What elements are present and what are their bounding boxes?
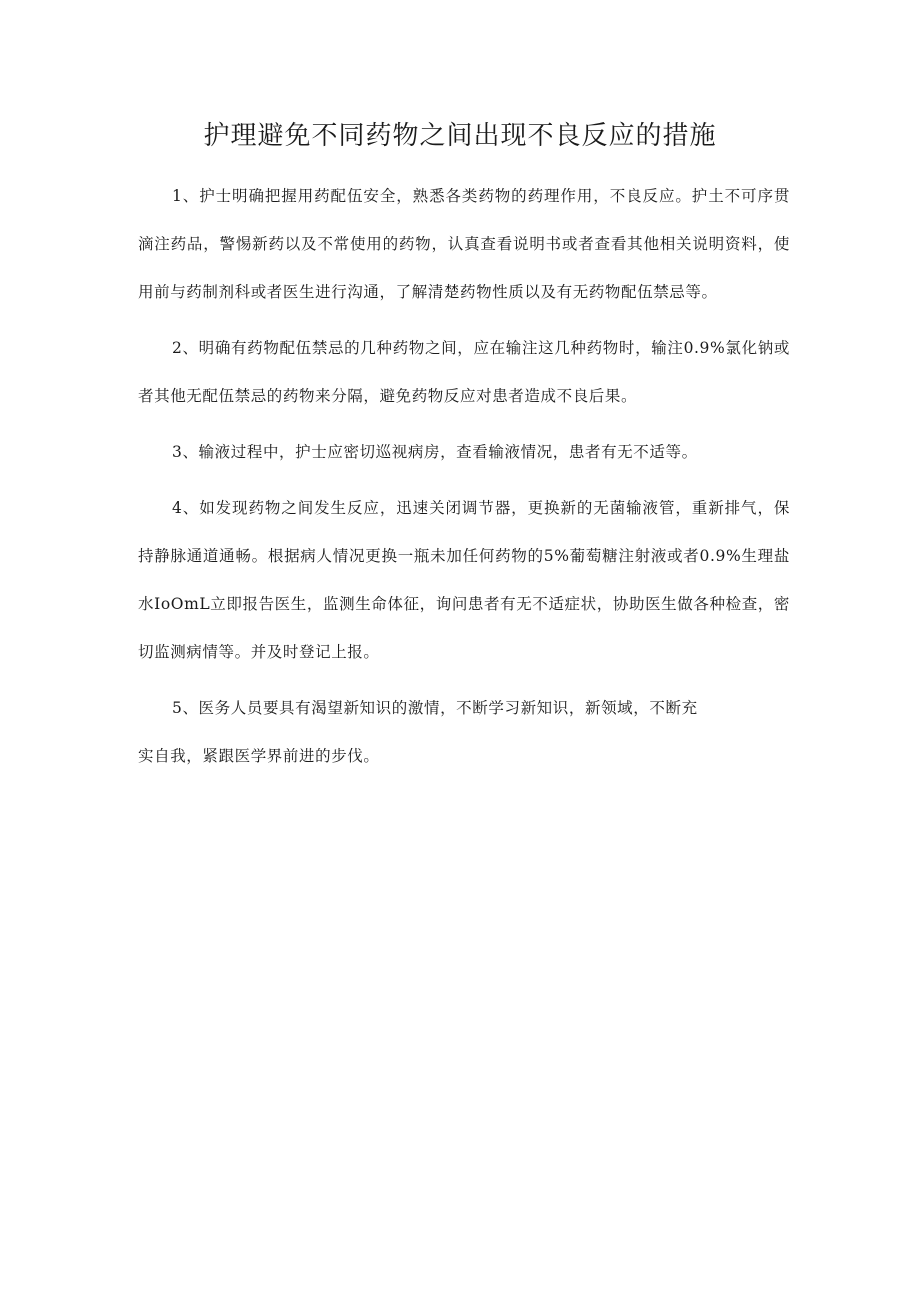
paragraph-2: 2、明确有药物配伍禁忌的几种药物之间，应在输注这几种药物时，输注0.9%氯化钠或者其他无配伍禁忌的药物来分隔，避免药物反应对患者造成不良后果。 <box>138 339 790 405</box>
paragraph-5: 5、医务人员要具有渴望新知识的激情，不断学习新知识，新领域，不断充 <box>172 699 698 717</box>
paragraph-4: 4、如发现药物之间发生反应，迅速关闭调节器，更换新的无菌输液管，重新排气，保持静脉通道通畅。根据病人情况更换一瓶未加任何药物的5%葡萄糖注射液或者0.9%生理盐水IoOmL立即报告医生，监测生命体征，询问患者有无不适症状，协助医生做各种检查，密切监测病情等。并及时登记上报。 <box>138 499 790 661</box>
paragraph-1: 1、护士明确把握用药配伍安全，熟悉各类药物的药理作用，不良反应。护土不可序贯滴注药品，警惕新药以及不常使用的药物，认真查看说明书或者查看其他相关说明资料，使用前与药制剂科或者医生进行沟通，了解清楚药物性质以及有无药物配伍禁忌等。 <box>138 187 790 301</box>
document-body <box>138 172 790 780</box>
paragraph-5-continuation: 实自我，紧跟医学界前进的步伐。 <box>138 747 380 765</box>
paragraph-3: 3、输液过程中，护士应密切巡视病房，查看输液情况，患者有无不适等。 <box>172 443 698 461</box>
document-title: 护理避免不同药物之间出现不良反应的措施 <box>203 121 717 151</box>
